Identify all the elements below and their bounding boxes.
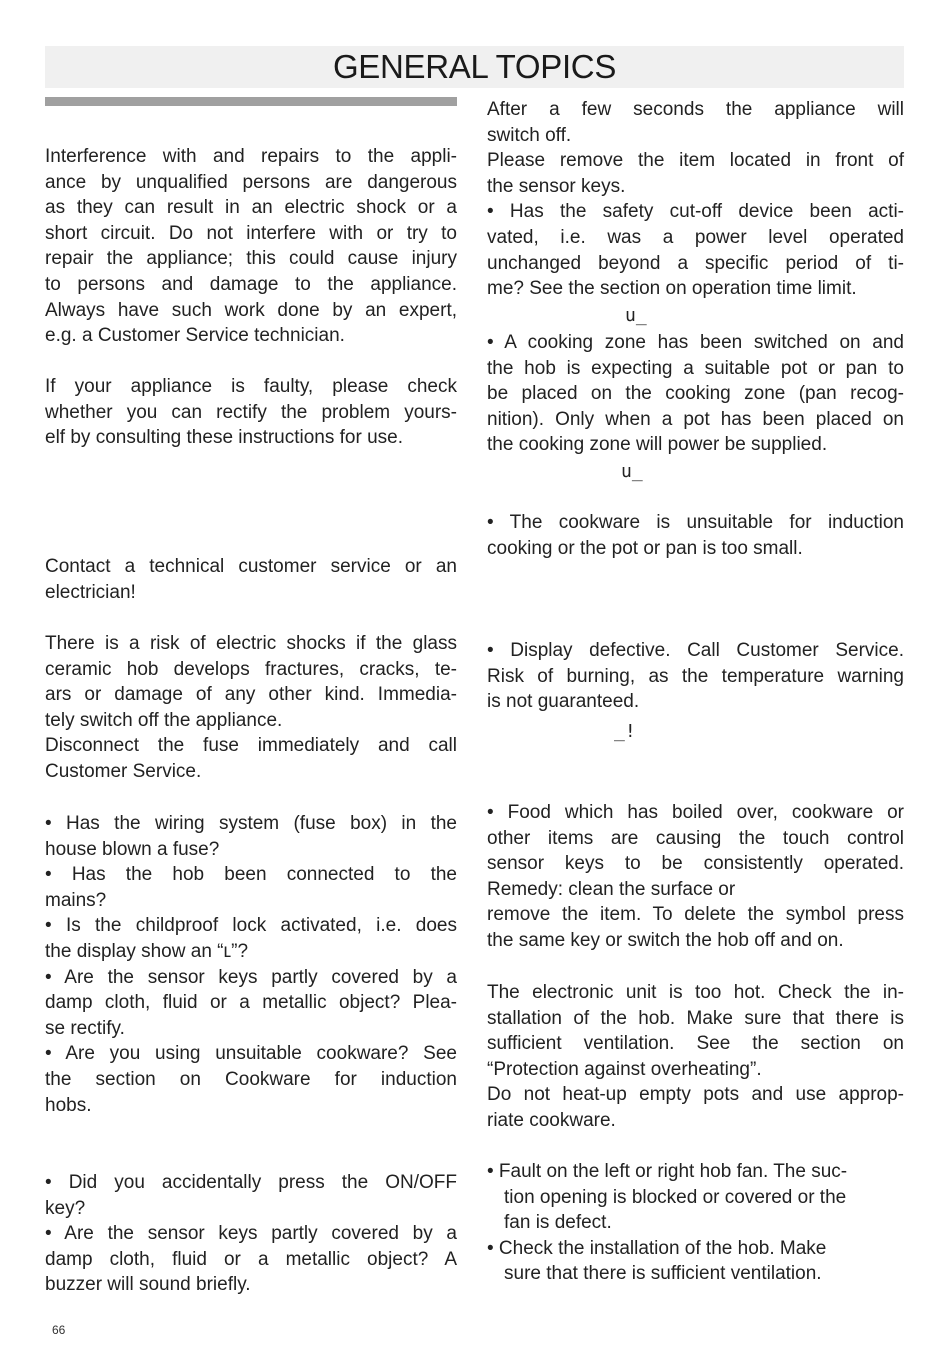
list-item: • Has the wiring system (fuse box) in the: [45, 813, 457, 834]
list-item: • Did you accidentally press the ON/OFF: [45, 1172, 457, 1193]
text-line: nition). Only when a pot has been placed on: [487, 408, 904, 430]
text-line: Do not heat-up empty pots and use approp-: [487, 1084, 904, 1106]
text-line: After a few seconds the appliance will: [487, 99, 904, 120]
right-paragraph-switch-off: [487, 97, 904, 302]
text-line: mains?: [45, 889, 107, 911]
text-line: tion opening is blocked or covered or the: [504, 1186, 847, 1208]
text-line: fan is defect.: [504, 1212, 612, 1234]
text-line: cooking or the pot or pan is too small.: [487, 537, 803, 559]
text-line: ceramic hob develops fractures, cracks, te-: [45, 658, 457, 680]
right-paragraph-overheating: [487, 980, 904, 1134]
list-item: • Are the sensor keys partly covered by a: [45, 966, 457, 988]
text-line: repair the appliance; this could cause injury: [45, 248, 457, 270]
list-item: • Has the hob been connected to the: [45, 864, 457, 886]
text-line: as they can result in an electric shock or a: [45, 197, 457, 219]
text-line: elf by consulting these instructions for use.: [45, 427, 404, 449]
text-line: whether you can rectify the problem yours-: [45, 401, 457, 423]
right-paragraph-display-defective: [487, 638, 904, 715]
text-line: ance by unqualified persons are dangerous: [45, 171, 457, 193]
left-paragraph-contact: [45, 554, 457, 605]
text-line: Interference with and repairs to the appli-: [45, 146, 457, 167]
list-item: • Fault on the left or right hob fan. The suc-: [487, 1161, 848, 1182]
page-title: GENERAL TOPICS: [332, 48, 617, 85]
text-line: the sensor keys.: [487, 175, 626, 197]
section-divider: [45, 97, 457, 106]
list-item: • Display defective. Call Customer Service.: [487, 640, 904, 661]
text-line: the hob is expecting a suitable pot or pan to: [487, 357, 904, 379]
text-line: tely switch off the appliance.: [45, 709, 283, 731]
pan-warning-symbol: u̲: [621, 461, 643, 482]
text-line: Disconnect the fuse immediately and call: [45, 735, 457, 757]
text-line: “Protection against overheating”.: [487, 1058, 762, 1080]
text-line: e.g. a Customer Service technician.: [45, 325, 345, 347]
text-line: unchanged beyond a specific period of ti-: [487, 252, 904, 274]
text-line: se rectify.: [45, 1017, 125, 1039]
text-line: remove the item. To delete the symbol press: [487, 904, 904, 926]
text-line: other items are causing the touch control: [487, 827, 904, 849]
text-line: damp cloth, fluid or a metallic object? A: [45, 1248, 457, 1270]
text-line: short circuit. Do not interfere with or try to: [45, 222, 457, 244]
left-checklist-switch-off: [45, 1170, 457, 1298]
right-paragraph-boiled-over: [487, 800, 904, 954]
right-list-fan-fault: [487, 1159, 904, 1287]
list-item: • Food which has boiled over, cookware or: [487, 802, 904, 823]
text-line: Customer Service.: [45, 760, 202, 782]
text-line: the display show an “ʟ”?: [45, 940, 249, 962]
text-line: Please remove the item located in front of: [487, 150, 904, 172]
text-line: Remedy: clean the surface or: [487, 878, 736, 900]
text-line: hobs.: [45, 1094, 92, 1116]
left-paragraph-faulty: [45, 374, 457, 451]
text-line: Always have such work done by an expert,: [45, 299, 457, 321]
text-line: to persons and damage to the appliance.: [45, 273, 457, 295]
text-line: vated, i.e. was a power level operated: [487, 226, 904, 248]
text-line: sensor keys to be consistently operated.: [487, 853, 904, 875]
right-paragraph-pan-recognition: [487, 330, 904, 458]
text-line: be placed on the cooking zone (pan recog-: [487, 383, 904, 405]
list-item: • Has the safety cut-off device been acti-: [487, 201, 904, 223]
page-number: 66: [52, 1323, 66, 1337]
text-line: the same key or switch the hob off and on.: [487, 929, 844, 951]
text-line: riate cookware.: [487, 1109, 616, 1131]
left-paragraph-shocks: [45, 631, 457, 785]
text-line: switch off.: [487, 124, 572, 146]
text-line: the section on Cookware for induction: [45, 1068, 457, 1090]
text-line: damp cloth, fluid or a metallic object? Plea-: [45, 992, 457, 1014]
left-paragraph-repairs: [45, 144, 457, 349]
text-line: stallation of the hob. Make sure that there is: [487, 1007, 904, 1029]
text-line: key?: [45, 1197, 86, 1219]
list-item: • Are the sensor keys partly covered by a: [45, 1223, 457, 1245]
error-code-symbol: _!: [614, 721, 636, 742]
text-line: There is a risk of electric shocks if the glass: [45, 633, 457, 654]
text-line: electrician!: [45, 581, 136, 603]
text-line: ars or damage of any other kind. Immedia-: [45, 684, 457, 706]
text-line: sufficient ventilation. See the section on: [487, 1033, 904, 1055]
text-line: buzzer will sound briefly.: [45, 1274, 251, 1296]
text-line: The electronic unit is too hot. Check the in-: [487, 982, 904, 1003]
pan-recognition-symbol: u̲: [625, 305, 647, 326]
text-line: the cooking zone will power be supplied.: [487, 434, 828, 456]
text-line: Contact a technical customer service or an: [45, 556, 457, 577]
text-line: is not guaranteed.: [487, 691, 640, 713]
list-item: • Check the installation of the hob. Make: [487, 1237, 827, 1259]
text-line: sure that there is sufficient ventilation.: [504, 1263, 822, 1285]
text-line: Risk of burning, as the temperature warning: [487, 665, 904, 687]
list-item: • The cookware is unsuitable for induction: [487, 512, 904, 533]
list-item: • Is the childproof lock activated, i.e. does: [45, 915, 457, 937]
text-line: house blown a fuse?: [45, 838, 220, 860]
list-item: • A cooking zone has been switched on and: [487, 332, 904, 353]
right-paragraph-cookware: [487, 510, 904, 561]
text-line: If your appliance is faulty, please check: [45, 376, 457, 397]
text-line: me? See the section on operation time limit.: [487, 278, 857, 300]
list-item: • Are you using unsuitable cookware? See: [45, 1043, 457, 1065]
left-checklist-no-function: [45, 811, 457, 1118]
